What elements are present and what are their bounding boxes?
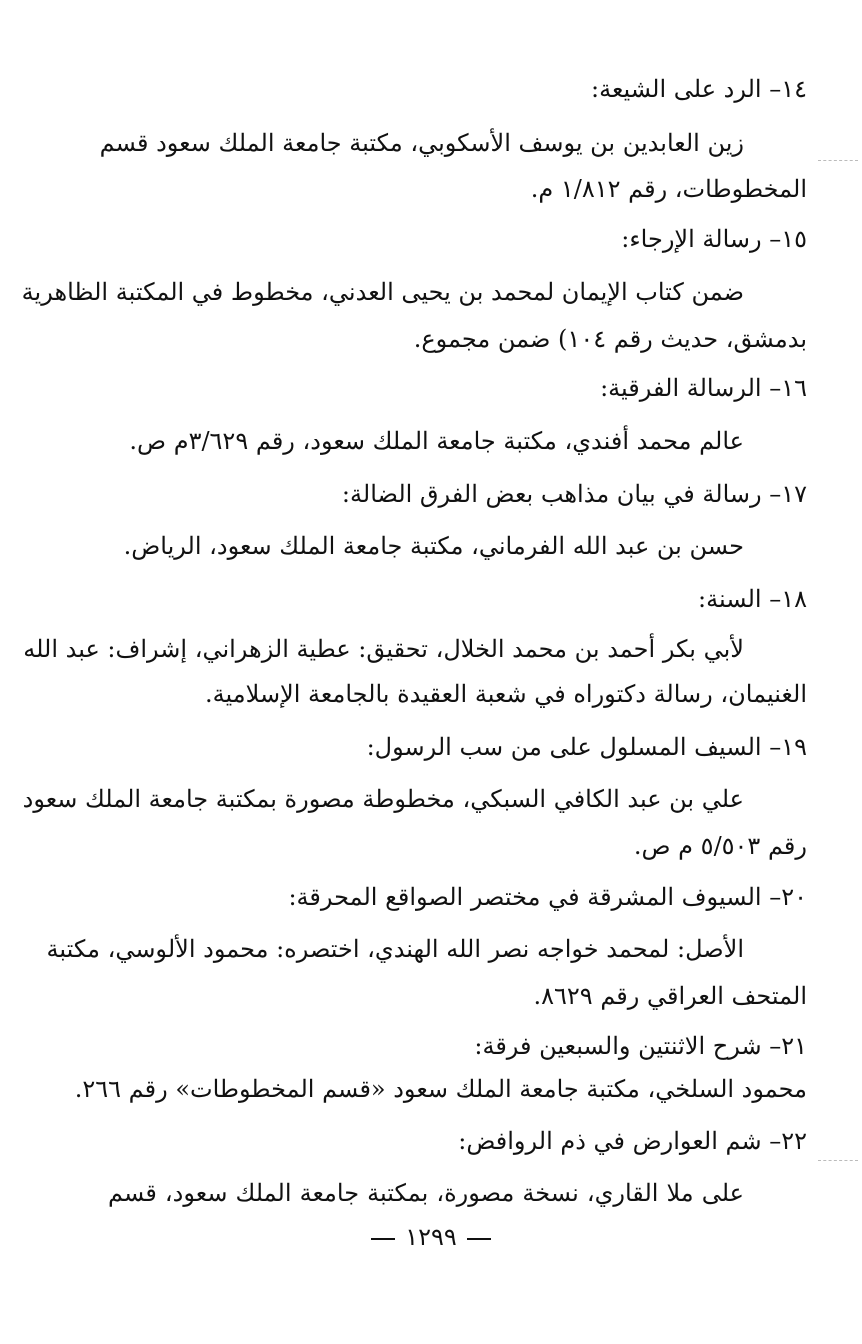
entry-16-text-line-1: عالم محمد أفندي، مكتبة جامعة الملك سعود، رقم ٣/٦٢٩م ص. — [129, 427, 744, 455]
entry-22-text-line-1: على ملا القاري، نسخة مصورة، بمكتبة جامعة الملك سعود، قسم — [108, 1179, 744, 1207]
entry-20-heading: ٢٠– السيوف المشرقة في مختصر الصواقع المحرقة: — [288, 883, 807, 911]
entry-19-heading: ١٩– السيف المسلول على من سب الرسول: — [366, 733, 807, 761]
entry-15-text-line-2: بدمشق، حديث رقم ١٠٤) ضمن مجموع. — [413, 325, 807, 353]
page-footer — [0, 1220, 862, 1254]
scan-edge-mark — [818, 1160, 858, 1162]
scan-edge-mark — [818, 160, 858, 162]
entry-16-heading: ١٦– الرسالة الفرقية: — [600, 374, 807, 402]
entry-17-text-line-1: حسن بن عبد الله الفرماني، مكتبة جامعة الملك سعود، الرياض. — [123, 532, 744, 560]
entry-22-heading: ٢٢– شم العوارض في ذم الروافض: — [458, 1127, 807, 1155]
entry-19-text-line-2: رقم ٥/٥٠٣ م ص. — [633, 832, 807, 860]
entry-19-text-line-1: علي بن عبد الكافي السبكي، مخطوطة مصورة بمكتبة جامعة الملك سعود — [22, 785, 744, 813]
entry-14-text-line-2: المخطوطات، رقم ١/٨١٢ م. — [530, 175, 807, 203]
page-number: ١٢٩٩ — [405, 1223, 457, 1251]
footer-dash-right — [467, 1238, 491, 1240]
entry-21-text-line-1: محمود السلخي، مكتبة جامعة الملك سعود «قسم المخطوطات» رقم ٢٦٦. — [74, 1075, 807, 1103]
entry-15-heading: ١٥– رسالة الإرجاء: — [621, 225, 807, 253]
entry-20-text-line-1: الأصل: لمحمد خواجه نصر الله الهندي، اختصره: محمود الألوسي، مكتبة — [46, 935, 744, 963]
entry-18-text-line-1: لأبي بكر أحمد بن محمد الخلال، تحقيق: عطية الزهراني، إشراف: عبد الله — [23, 635, 744, 663]
footer-dash-left — [371, 1238, 395, 1240]
entry-18-text-line-2: الغنيمان، رسالة دكتوراه في شعبة العقيدة بالجامعة الإسلامية. — [205, 680, 807, 708]
entry-15-text-line-1: ضمن كتاب الإيمان لمحمد بن يحيى العدني، مخطوط في المكتبة الظاهرية — [21, 278, 744, 306]
entry-21-heading: ٢١– شرح الاثنتين والسبعين فرقة: — [474, 1032, 807, 1060]
entry-17-heading: ١٧– رسالة في بيان مذاهب بعض الفرق الضالة: — [341, 480, 807, 508]
entry-14-heading: ١٤– الرد على الشيعة: — [590, 75, 807, 103]
entry-18-heading: ١٨– السنة: — [698, 585, 807, 613]
entry-20-text-line-2: المتحف العراقي رقم ٨٦٢٩. — [533, 982, 807, 1010]
entry-14-text-line-1: زين العابدين بن يوسف الأسكوبي، مكتبة جامعة الملك سعود قسم — [99, 129, 744, 157]
